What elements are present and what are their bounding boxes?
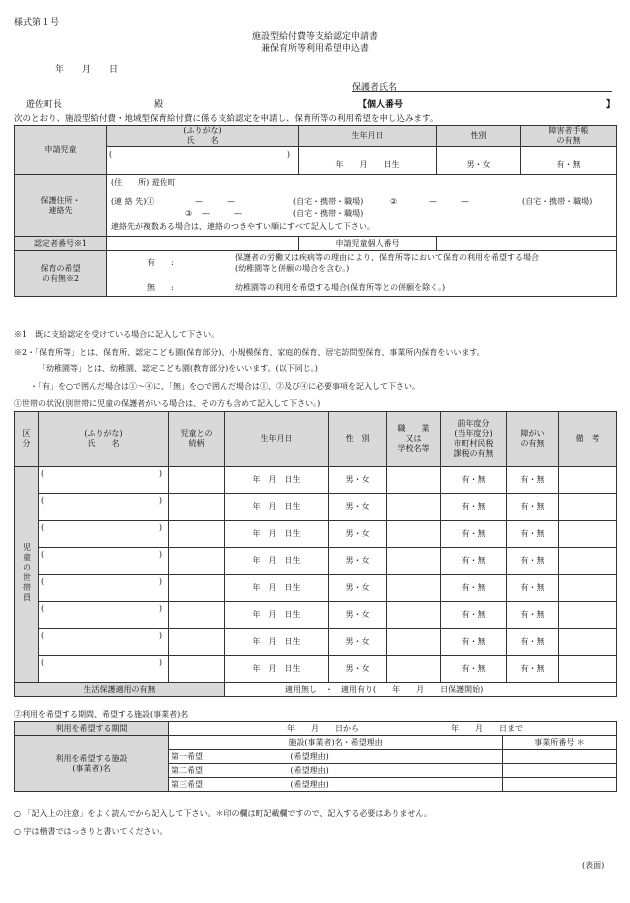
welfare-field[interactable]: 適用無し ・ 適用有り( 年 月 日保護開始) <box>225 683 617 697</box>
second-choice-reason[interactable]: (希望理由) <box>289 764 503 778</box>
member-tax-field[interactable]: 有・無 <box>441 575 507 602</box>
form-title: 施設型給付費等支給認定申請書 <box>251 32 378 42</box>
member-birth-field[interactable]: 年 月 日生 <box>225 656 329 683</box>
birth-header: 生年月日 <box>225 412 329 467</box>
member-tax-field[interactable]: 有・無 <box>441 521 507 548</box>
member-sex-field[interactable]: 男・女 <box>329 602 387 629</box>
member-disability-field[interactable]: 有・無 <box>507 602 559 629</box>
member-job-field[interactable] <box>387 602 441 629</box>
child-id-field[interactable] <box>437 237 617 251</box>
facility-label: 利用を希望する施設 (事業者)名 <box>15 736 169 792</box>
furigana-header: (ふりがな) 氏 名 <box>107 126 299 147</box>
member-sex-field[interactable]: 男・女 <box>329 494 387 521</box>
table-row <box>15 548 617 575</box>
note-1: ※1 既に支給認定を受けている場合に記入して下さい。 <box>14 330 220 339</box>
member-relation-field[interactable] <box>169 521 225 548</box>
sex-header: 性 別 <box>329 412 387 467</box>
birth-header: 生年月日 <box>299 126 437 147</box>
child-handbook-field[interactable]: 有・無 <box>521 147 617 175</box>
form-number: 様式第１号 <box>14 18 60 28</box>
member-birth-field[interactable]: 年 月 日生 <box>225 521 329 548</box>
member-relation-field[interactable] <box>169 548 225 575</box>
table-row <box>15 602 617 629</box>
first-choice-reason[interactable]: (希望理由) <box>289 750 503 764</box>
address-contact-field[interactable]: (住 所) 遊佐町 (連 絡 先)① — — (自宅・携帯・職場) ② — — (自宅・携帯・職場) ③ — — (自宅・携帯・職場) 連絡先が複数ある場合は、連絡のつきやすい順にすべて記入して下さい。 <box>107 175 617 237</box>
member-name-field[interactable]: ( ) <box>39 656 169 683</box>
member-remarks-field[interactable] <box>559 575 617 602</box>
tax-header: 前年度分 (当年度分) 市町村民税 課税の有無 <box>441 412 507 467</box>
member-tax-field[interactable]: 有・無 <box>441 602 507 629</box>
note-2: ※2・「保育所等」とは、保育所、認定こども園(保育部分)、小規模保育、家庭的保育、居宅訪問型保育、事業所内保育をいいます。 <box>14 348 485 357</box>
section-1-title: ①世帯の状況(別世帯に児童の保護者がいる場合は、その方も含めて記入して下さい。) <box>14 399 321 408</box>
member-relation-field[interactable] <box>169 656 225 683</box>
date-line: 年 月 日 <box>55 65 119 75</box>
member-name-field[interactable]: ( ) <box>39 467 169 494</box>
member-name-field[interactable]: ( ) <box>39 521 169 548</box>
second-choice-office-number[interactable] <box>503 764 617 778</box>
remarks-header: 備 考 <box>559 412 617 467</box>
second-choice-label: 第二希望 <box>169 764 289 778</box>
form-subtitle: 兼保育所等利用希望申込書 <box>260 44 369 54</box>
member-tax-field[interactable]: 有・無 <box>441 467 507 494</box>
childcare-hope-field[interactable]: 有 : 保護者の労働又は疾病等の理由により、保育所等において保育の利用を希望する場合 (幼稚園等と併願の場合を含む。) 無 : 幼稚園等の利用を希望する場合(保育所等との併願を除く。) <box>107 251 617 297</box>
child-id-label: 申請児童個人番号 <box>299 237 437 251</box>
member-disability-field[interactable]: 有・無 <box>507 656 559 683</box>
guardian-name-underline <box>352 91 612 92</box>
office-number-header: 事業所番号 ＊ <box>503 736 617 750</box>
member-job-field[interactable] <box>387 575 441 602</box>
disability-header: 障がい の有無 <box>507 412 559 467</box>
table-row <box>15 467 617 494</box>
sex-header: 性別 <box>437 126 521 147</box>
member-relation-field[interactable] <box>169 629 225 656</box>
period-label: 利用を希望する期間 <box>15 722 169 736</box>
member-relation-field[interactable] <box>169 494 225 521</box>
cert-number-field[interactable] <box>107 237 299 251</box>
member-birth-field[interactable]: 年 月 日生 <box>225 575 329 602</box>
cert-number-label: 認定者番号※1 <box>15 237 107 251</box>
personal-number-label: 【個人番号 <box>358 100 404 110</box>
member-sex-field[interactable]: 男・女 <box>329 548 387 575</box>
member-disability-field[interactable]: 有・無 <box>507 467 559 494</box>
third-choice-reason[interactable]: (希望理由) <box>289 778 503 792</box>
member-job-field[interactable] <box>387 548 441 575</box>
member-disability-field[interactable]: 有・無 <box>507 548 559 575</box>
note-4: ・「有」を○で囲んだ場合は①～④に、「無」を○で囲んだ場合は①、②及び④に必要事項を記入して下さい。 <box>30 382 420 391</box>
child-sex-field[interactable]: 男・女 <box>437 147 521 175</box>
applicant-table <box>14 125 617 297</box>
member-remarks-field[interactable] <box>559 548 617 575</box>
relation-header: 児童との 続柄 <box>169 412 225 467</box>
member-job-field[interactable] <box>387 656 441 683</box>
childcare-hope-label: 保育の希望 の有無※2 <box>15 251 107 297</box>
member-relation-field[interactable] <box>169 575 225 602</box>
member-sex-field[interactable]: 男・女 <box>329 629 387 656</box>
member-relation-field[interactable] <box>169 467 225 494</box>
table-row <box>15 629 617 656</box>
member-job-field[interactable] <box>387 494 441 521</box>
member-remarks-field[interactable] <box>559 467 617 494</box>
member-job-field[interactable] <box>387 521 441 548</box>
member-birth-field[interactable]: 年 月 日生 <box>225 629 329 656</box>
period-field[interactable]: 年 月 日から 年 月 日まで <box>169 722 617 736</box>
job-header: 職 業 又は 学校名等 <box>387 412 441 467</box>
member-birth-field[interactable]: 年 月 日生 <box>225 467 329 494</box>
household-side-label: 児童の世帯員 <box>15 467 39 683</box>
table-row <box>15 521 617 548</box>
table-row <box>15 575 617 602</box>
member-job-field[interactable] <box>387 467 441 494</box>
member-birth-field[interactable]: 年 月 日生 <box>225 602 329 629</box>
member-disability-field[interactable]: 有・無 <box>507 629 559 656</box>
member-remarks-field[interactable] <box>559 629 617 656</box>
third-choice-label: 第三希望 <box>169 778 289 792</box>
member-sex-field[interactable]: 男・女 <box>329 575 387 602</box>
member-tax-field[interactable]: 有・無 <box>441 548 507 575</box>
name-header: (ふりがな) 氏 名 <box>39 412 169 467</box>
member-remarks-field[interactable] <box>559 494 617 521</box>
kubun-header: 区 分 <box>15 412 39 467</box>
handbook-header: 障害者手帳 の有無 <box>521 126 617 147</box>
member-relation-field[interactable] <box>169 602 225 629</box>
facility-header: 施設(事業者)名・希望理由 <box>169 736 503 750</box>
member-birth-field[interactable]: 年 月 日生 <box>225 494 329 521</box>
member-name-field[interactable]: ( ) <box>39 548 169 575</box>
member-job-field[interactable] <box>387 629 441 656</box>
note-3: 「幼稚園等」とは、幼稚園、認定こども園(教育部分)をいいます。(以下同じ。) <box>38 364 318 373</box>
member-remarks-field[interactable] <box>559 656 617 683</box>
table-row <box>15 494 617 521</box>
member-tax-field[interactable]: 有・無 <box>441 629 507 656</box>
member-name-field[interactable]: ( ) <box>39 575 169 602</box>
guardian-name-label: 保護者氏名 <box>352 83 398 93</box>
footer-note-1: ○ 「記入上の注意」をよく読んでから記入して下さい。＊印の欄は町記載欄ですので、記入する必要はありません。 <box>14 809 432 818</box>
child-birth-field[interactable]: 年 月 日生 <box>299 147 437 175</box>
intro-text: 次のとおり、施設型給付費・地域型保育給付費に係る支給認定を申請し、保育所等の利用希望を申し込みます。 <box>14 114 439 124</box>
child-name-field[interactable]: ( ) <box>107 147 299 175</box>
addressee: 遊佐町長 <box>26 100 63 110</box>
member-remarks-field[interactable] <box>559 521 617 548</box>
household-table <box>14 411 617 697</box>
member-remarks-field[interactable] <box>559 602 617 629</box>
member-tax-field[interactable]: 有・無 <box>441 494 507 521</box>
member-sex-field[interactable]: 男・女 <box>329 467 387 494</box>
personal-number-close: 】 <box>606 100 616 110</box>
facility-table <box>14 721 617 792</box>
member-tax-field[interactable]: 有・無 <box>441 656 507 683</box>
welfare-label: 生活保護適用の有無 <box>15 683 225 697</box>
first-choice-label: 第一希望 <box>169 750 289 764</box>
first-choice-office-number[interactable] <box>503 750 617 764</box>
member-name-field[interactable]: ( ) <box>39 629 169 656</box>
member-name-field[interactable]: ( ) <box>39 494 169 521</box>
third-choice-office-number[interactable] <box>503 778 617 792</box>
member-birth-field[interactable]: 年 月 日生 <box>225 548 329 575</box>
section-2-title: ②利用を希望する期間、希望する施設(事業者)名 <box>14 710 189 719</box>
member-disability-field[interactable]: 有・無 <box>507 575 559 602</box>
member-disability-field[interactable]: 有・無 <box>507 494 559 521</box>
member-sex-field[interactable]: 男・女 <box>329 656 387 683</box>
member-disability-field[interactable]: 有・無 <box>507 521 559 548</box>
child-label: 申請児童 <box>15 126 107 175</box>
member-name-field[interactable]: ( ) <box>39 602 169 629</box>
addressee-suffix: 殿 <box>154 100 164 110</box>
address-contact-label: 保護住所・ 連絡先 <box>15 175 107 237</box>
footer-note-2: ○ 字は楷書ではっきりと書いてください。 <box>14 827 168 836</box>
page-side-label: (表面) <box>582 861 605 870</box>
member-sex-field[interactable]: 男・女 <box>329 521 387 548</box>
table-row <box>15 656 617 683</box>
